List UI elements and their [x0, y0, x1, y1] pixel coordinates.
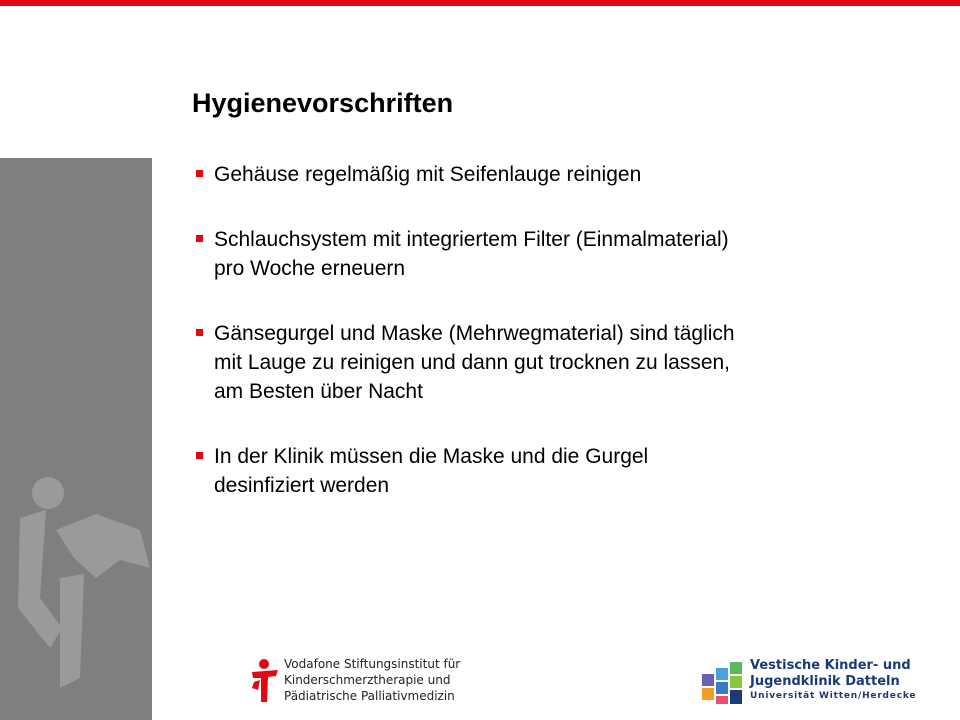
square-bullet-icon — [196, 170, 203, 177]
bullet-item — [192, 160, 892, 189]
bullet-text: In der Klinik müssen die Maske und die Gurgel desinfiziert werden — [214, 445, 649, 497]
bullet-list — [192, 160, 892, 536]
top-accent-bar — [0, 0, 960, 6]
square-bullet-icon — [196, 235, 203, 242]
clinic-logo — [700, 656, 917, 708]
child-figure-logo-icon — [250, 658, 280, 704]
square-bullet-icon — [196, 329, 203, 336]
bullet-item — [192, 442, 892, 500]
clinic-building-logo-icon — [700, 660, 746, 706]
vodafone-logo-line-3: Pädiatrische Palliativmedizin — [284, 689, 455, 703]
bullet-item — [192, 225, 892, 283]
clinic-name-line-1: Vestische Kinder- und — [750, 658, 911, 673]
vodafone-logo-line-2: Kinderschmerztherapie und — [284, 673, 451, 687]
square-bullet-icon — [196, 452, 203, 459]
vodafone-logo-line-1: Vodafone Stiftungsinstitut für — [284, 657, 461, 671]
bullet-text: Schlauchsystem mit integriertem Filter (Einmalmaterial) pro Woche erneuern — [214, 228, 729, 280]
left-decorative-panel — [0, 158, 152, 720]
bullet-item — [192, 319, 892, 406]
clinic-university: Universität Witten/Herdecke — [750, 691, 917, 701]
child-figure-watermark-icon — [0, 158, 152, 720]
bullet-text: Gänsegurgel und Maske (Mehrwegmaterial) sind täglich mit Lauge zu reinigen und dann gut trocknen zu lassen, am Besten über Nacht — [214, 322, 735, 403]
bullet-text: Gehäuse regelmäßig mit Seifenlauge reinigen — [214, 163, 642, 186]
vodafone-institute-logo — [250, 656, 490, 708]
slide-title: Hygienevorschriften — [192, 88, 454, 118]
clinic-name-line-2: Jugendklinik Datteln — [750, 674, 900, 689]
